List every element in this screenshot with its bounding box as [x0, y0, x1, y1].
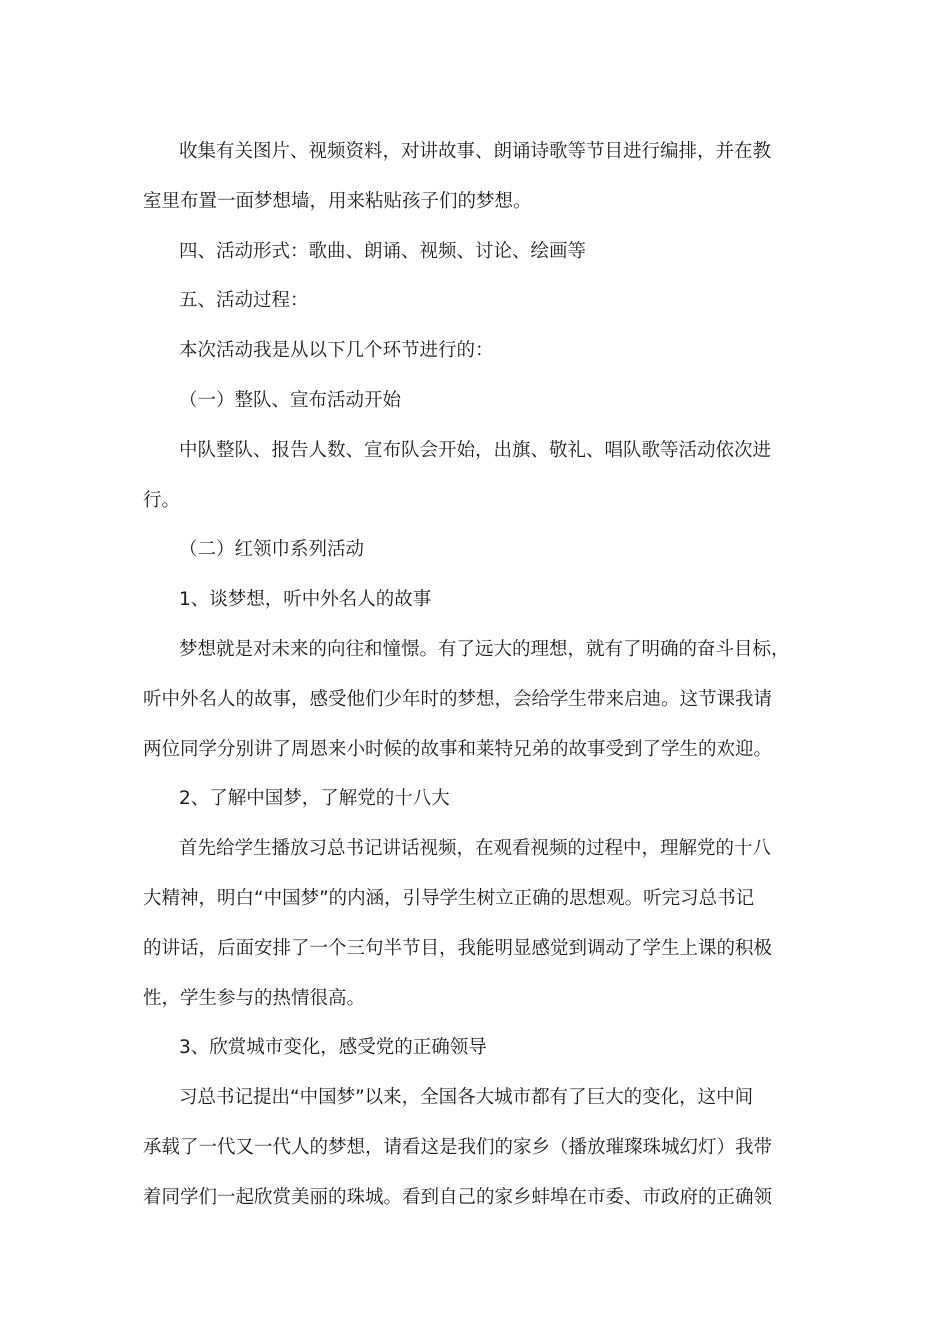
text-line: 五、活动过程：	[179, 290, 309, 312]
text-line: 习总书记提出“中国梦”以来，全国各大城市都有了巨大的变化，这中间	[179, 1087, 754, 1109]
document-body	[143, 133, 813, 1229]
text-line: 3、欣赏城市变化，感受党的正确领导	[179, 1037, 487, 1059]
text-line: （一）整队、宣布活动开始	[179, 389, 402, 411]
text-line: （二）红领巾系列活动	[179, 539, 365, 561]
text-line: 中队整队、报告人数、宣布队会开始，出旗、敬礼、唱队歌等活动依次进	[179, 439, 772, 461]
text-line: 梦想就是对未来的向往和憧憬。有了远大的理想，就有了明确的奋斗目标，	[179, 638, 790, 660]
text-line: 室里布置一面梦想墙，用来粘贴孩子们的梦想。	[143, 190, 532, 212]
text-line: 听中外名人的故事，感受他们少年时的梦想，会给学生带来启迪。这节课我请	[143, 688, 773, 710]
text-line: 本次活动我是从以下几个环节进行的：	[179, 340, 494, 362]
text-line: 四、活动形式：歌曲、朗诵、视频、讨论、绘画等	[179, 240, 587, 262]
text-line: 两位同学分别讲了周恩来小时候的故事和莱特兄弟的故事受到了学生的欢迎。	[143, 738, 773, 760]
text-line: 1、谈梦想，听中外名人的故事	[179, 589, 432, 611]
text-line: 性，学生参与的热情很高。	[143, 987, 366, 1009]
text-line: 的讲话，后面安排了一个三句半节目，我能明显感觉到调动了学生上课的积极	[143, 937, 773, 959]
text-line: 大精神，明白“中国梦”的内涵，引导学生树立正确的思想观。听完习总书记	[143, 887, 755, 909]
text-line: 2、了解中国梦，了解党的十八大	[179, 788, 450, 810]
text-line: 收集有关图片、视频资料，对讲故事、朗诵诗歌等节目进行编排，并在教	[179, 141, 772, 162]
text-line: 首先给学生播放习总书记讲话视频，在观看视频的过程中，理解党的十八	[179, 838, 772, 860]
text-line: 行。	[143, 489, 181, 511]
text-line: 承载了一代又一代人的梦想，请看这是我们的家乡（播放璀璨珠城幻灯）我带	[143, 1136, 773, 1158]
text-line: 着同学们一起欣赏美丽的珠城。看到自己的家乡蚌埠在市委、市政府的正确领	[143, 1186, 773, 1208]
